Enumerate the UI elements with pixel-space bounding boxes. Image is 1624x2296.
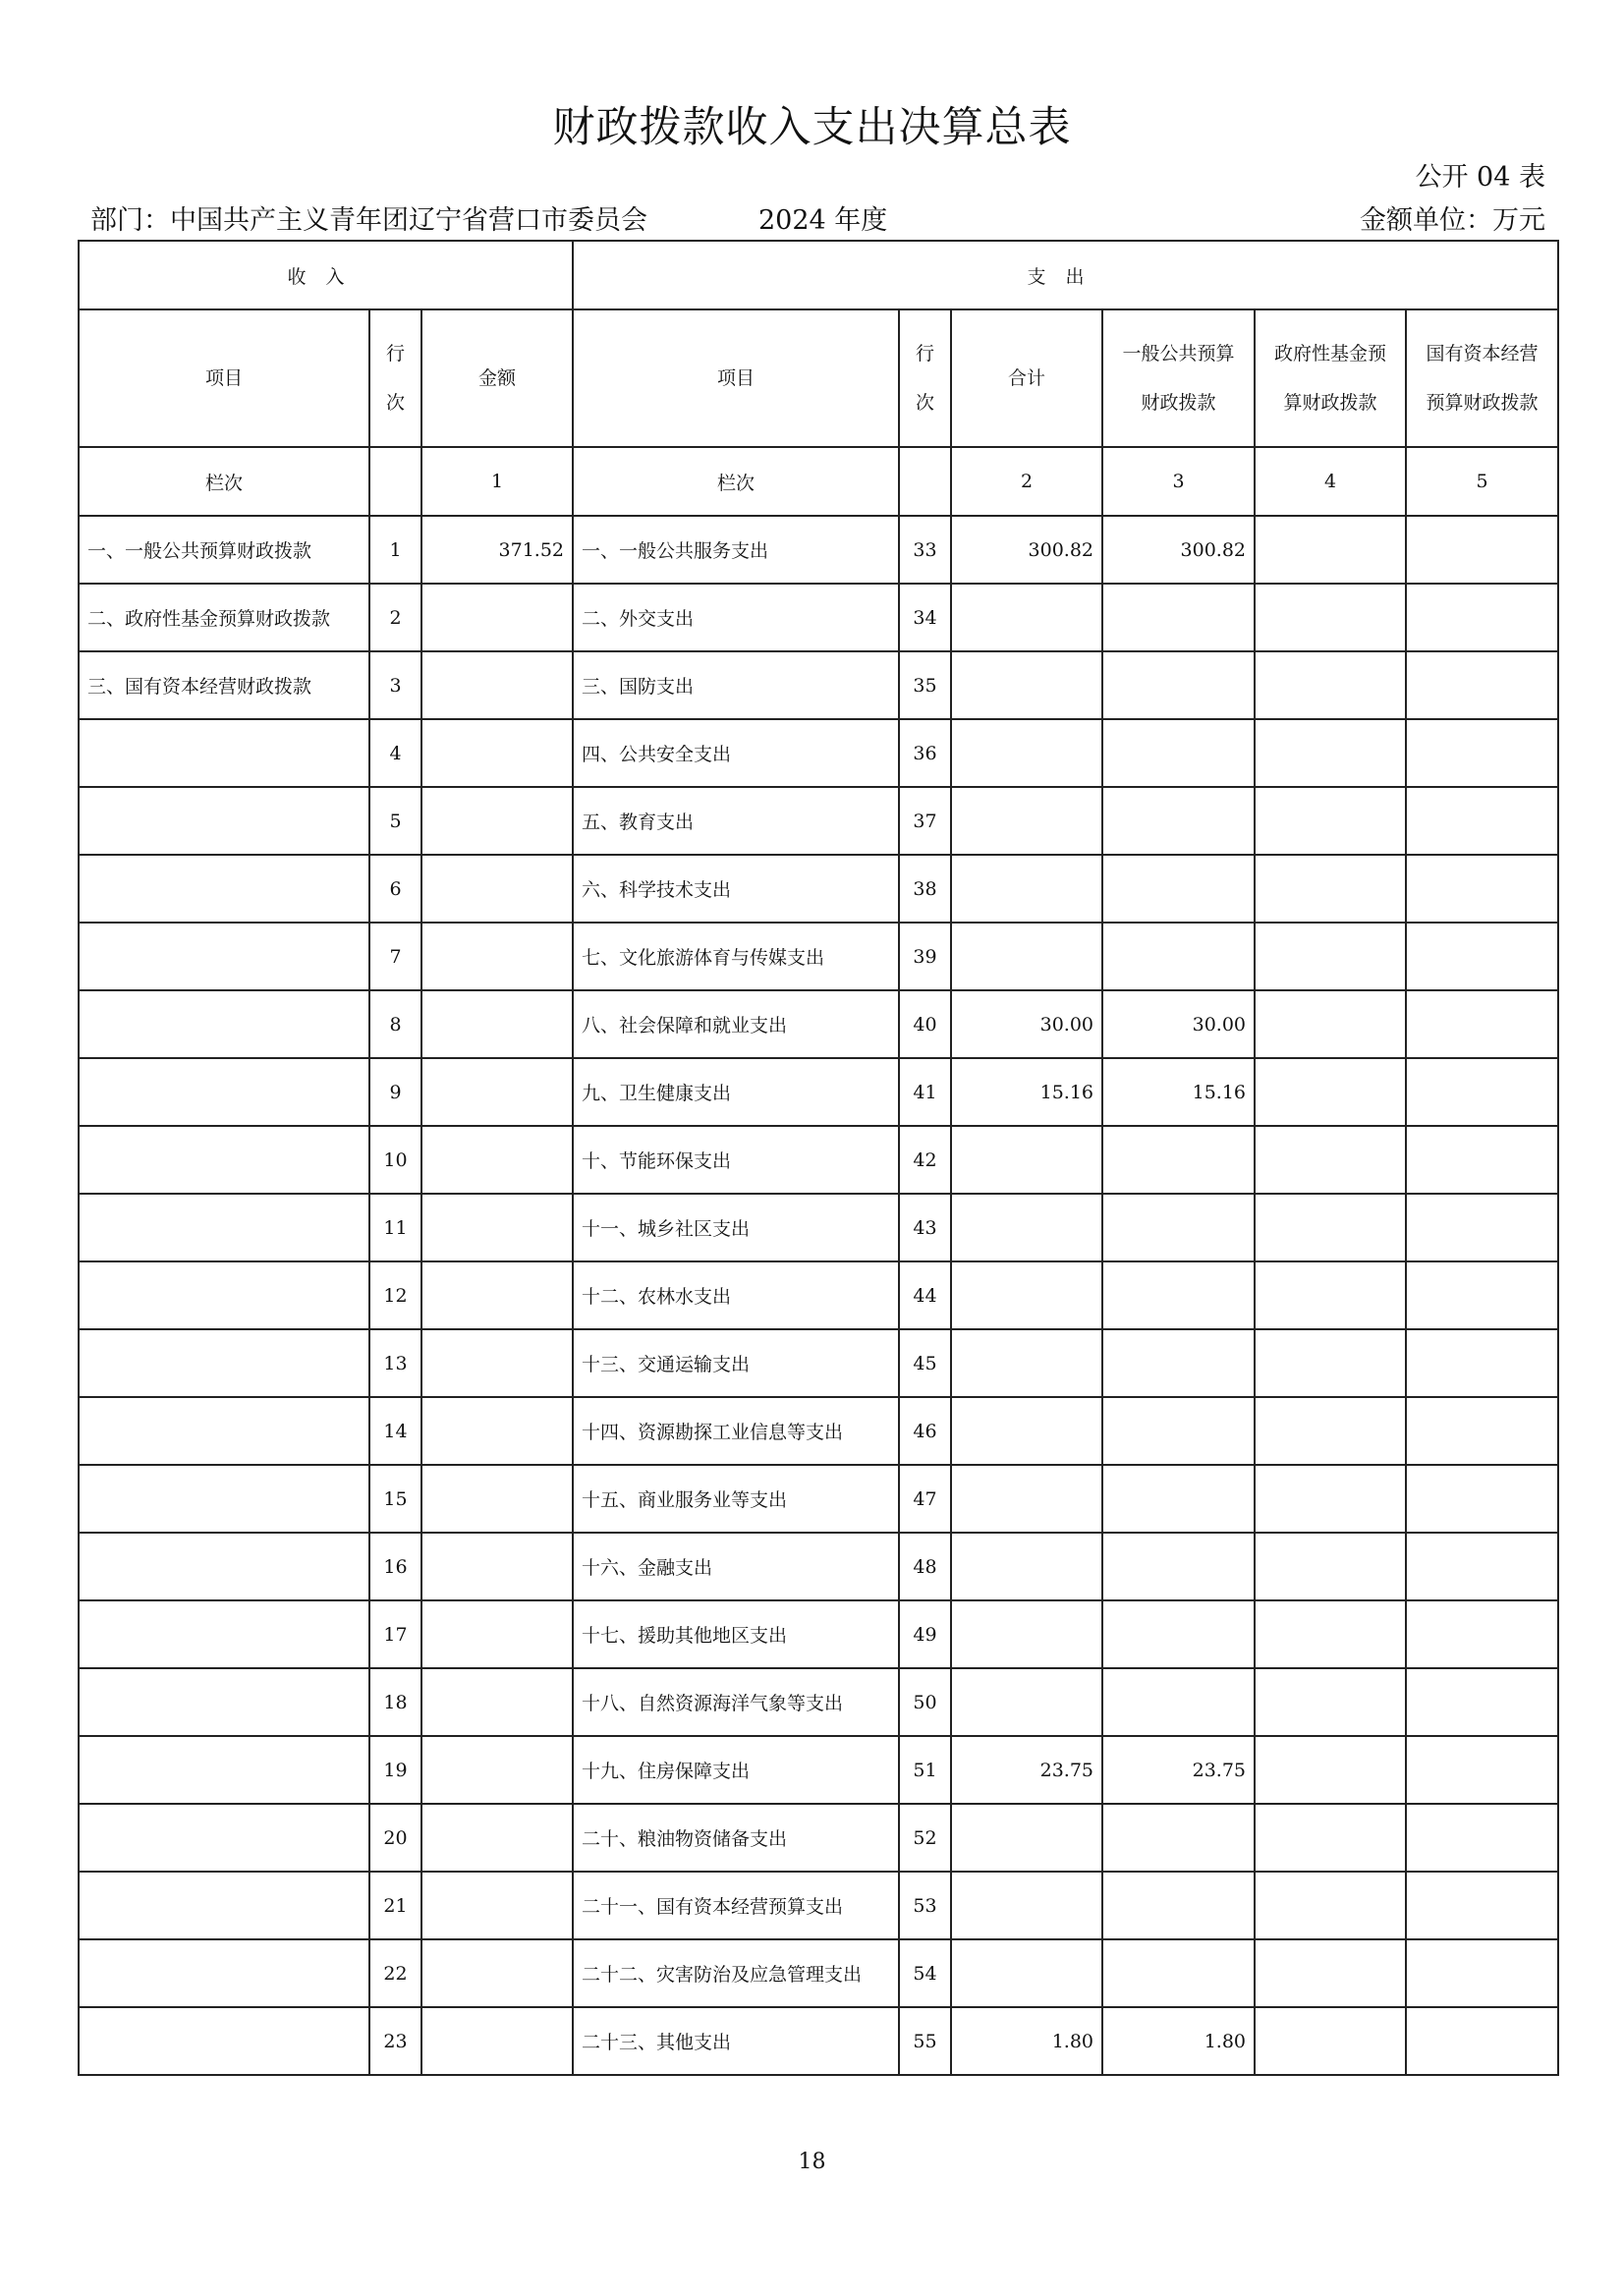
expense-row-no-cell: 36 — [899, 719, 951, 787]
row-no-char-2: 次 — [916, 392, 935, 414]
income-amount-cell — [421, 1804, 573, 1872]
expense-row-no-cell: 43 — [899, 1194, 951, 1261]
state-capital-header — [1406, 309, 1558, 447]
income-amount-cell — [421, 990, 573, 1058]
general-budget-cell: 15.16 — [1102, 1058, 1255, 1126]
state-capital-cell — [1406, 1126, 1558, 1194]
general-budget-cell — [1102, 1600, 1255, 1668]
state-capital-cell — [1406, 1194, 1558, 1261]
row-no-char-2: 次 — [385, 392, 405, 414]
total-cell — [951, 1397, 1102, 1465]
total-cell — [951, 1533, 1102, 1600]
gov-fund-cell — [1255, 1465, 1406, 1533]
income-row-no-cell: 9 — [369, 1058, 421, 1126]
expense-row-no-cell: 51 — [899, 1736, 951, 1804]
expense-item-cell: 十三、交通运输支出 — [573, 1329, 899, 1397]
gov-fund-cell — [1255, 719, 1406, 787]
income-row-no-header — [369, 309, 421, 447]
gov-fund-cell — [1255, 1804, 1406, 1872]
total-cell: 15.16 — [951, 1058, 1102, 1126]
total-cell — [951, 923, 1102, 990]
total-cell — [951, 719, 1102, 787]
expense-row-no-cell: 49 — [899, 1600, 951, 1668]
income-item-cell: 一、一般公共预算财政拨款 — [79, 516, 369, 584]
income-amount-cell — [421, 1397, 573, 1465]
income-amount-cell — [421, 1600, 573, 1668]
income-amount-header: 金额 — [421, 309, 573, 447]
gov-fund-cell — [1255, 1533, 1406, 1600]
expense-item-cell: 十七、援助其他地区支出 — [573, 1600, 899, 1668]
expense-row-no-cell: 45 — [899, 1329, 951, 1397]
state-capital-cell — [1406, 1058, 1558, 1126]
income-row-no-cell: 4 — [369, 719, 421, 787]
income-item-cell — [79, 1465, 369, 1533]
table-number: 公开 04 表 — [1415, 162, 1545, 193]
expense-row-no-cell: 33 — [899, 516, 951, 584]
general-budget-cell: 1.80 — [1102, 2007, 1255, 2075]
col-index-4: 4 — [1255, 447, 1406, 516]
income-amount-cell — [421, 2007, 573, 2075]
row-no-char-1: 行 — [916, 343, 935, 364]
general-budget-cell: 23.75 — [1102, 1736, 1255, 1804]
expense-row-no-cell: 42 — [899, 1126, 951, 1194]
expense-row-no-cell: 47 — [899, 1465, 951, 1533]
income-amount-cell — [421, 584, 573, 651]
income-amount-cell — [421, 1872, 573, 1939]
income-row-no-cell: 16 — [369, 1533, 421, 1600]
general-budget-header — [1102, 309, 1255, 447]
expense-item-cell: 一、一般公共服务支出 — [573, 516, 899, 584]
state-capital-cell — [1406, 990, 1558, 1058]
expense-item-cell: 十一、城乡社区支出 — [573, 1194, 899, 1261]
total-cell — [951, 651, 1102, 719]
expense-item-cell: 五、教育支出 — [573, 787, 899, 855]
general-budget-cell — [1102, 1261, 1255, 1329]
income-amount-cell — [421, 1465, 573, 1533]
general-budget-cell — [1102, 1939, 1255, 2007]
income-amount-cell — [421, 1261, 573, 1329]
budget-table — [78, 240, 1559, 2076]
expense-item-cell: 二十、粮油物资储备支出 — [573, 1804, 899, 1872]
income-col-empty — [369, 447, 421, 516]
state-capital-cell — [1406, 1465, 1558, 1533]
expense-row-no-cell: 53 — [899, 1872, 951, 1939]
gov-fund-cell — [1255, 1058, 1406, 1126]
expense-item-cell: 十八、自然资源海洋气象等支出 — [573, 1668, 899, 1736]
gov-fund-line-1: 政府性基金预 — [1274, 343, 1387, 364]
state-capital-cell — [1406, 1600, 1558, 1668]
table-row — [79, 1058, 1558, 1126]
income-item-cell — [79, 1533, 369, 1600]
income-row-no-cell: 19 — [369, 1736, 421, 1804]
expense-row-no-cell: 48 — [899, 1533, 951, 1600]
general-budget-cell — [1102, 1397, 1255, 1465]
table-row — [79, 1261, 1558, 1329]
expense-item-cell: 二、外交支出 — [573, 584, 899, 651]
table-row — [79, 1194, 1558, 1261]
state-capital-cell — [1406, 719, 1558, 787]
total-cell: 300.82 — [951, 516, 1102, 584]
total-cell — [951, 584, 1102, 651]
general-budget-cell — [1102, 1329, 1255, 1397]
general-budget-line-1: 一般公共预算 — [1122, 343, 1235, 364]
gov-fund-line-2: 算财政拨款 — [1283, 392, 1377, 414]
income-amount-cell — [421, 1194, 573, 1261]
total-cell — [951, 787, 1102, 855]
general-budget-cell — [1102, 584, 1255, 651]
income-item-cell — [79, 1668, 369, 1736]
gov-fund-cell — [1255, 516, 1406, 584]
total-cell — [951, 1804, 1102, 1872]
page-title: 财政拨款收入支出决算总表 — [552, 103, 1072, 152]
total-cell — [951, 1194, 1102, 1261]
expense-row-no-header — [899, 309, 951, 447]
income-item-cell — [79, 1126, 369, 1194]
state-capital-cell — [1406, 1533, 1558, 1600]
general-budget-cell: 300.82 — [1102, 516, 1255, 584]
gov-fund-cell — [1255, 787, 1406, 855]
income-item-cell — [79, 1058, 369, 1126]
table-row — [79, 1465, 1558, 1533]
general-budget-cell — [1102, 1126, 1255, 1194]
expense-item-cell: 六、科学技术支出 — [573, 855, 899, 923]
income-row-no-cell: 7 — [369, 923, 421, 990]
total-header: 合计 — [951, 309, 1102, 447]
income-section-header: 收入 — [79, 241, 573, 309]
state-capital-cell — [1406, 787, 1558, 855]
total-cell — [951, 1126, 1102, 1194]
column-index-row — [79, 447, 1558, 516]
income-row-no-cell: 15 — [369, 1465, 421, 1533]
general-budget-cell — [1102, 1533, 1255, 1600]
total-cell — [951, 1668, 1102, 1736]
income-item-cell — [79, 2007, 369, 2075]
general-budget-cell — [1102, 1668, 1255, 1736]
gov-fund-cell — [1255, 1261, 1406, 1329]
gov-fund-cell — [1255, 1126, 1406, 1194]
expense-item-cell: 四、公共安全支出 — [573, 719, 899, 787]
col-index-1: 1 — [421, 447, 573, 516]
income-amount-cell — [421, 1736, 573, 1804]
expense-item-header: 项目 — [573, 309, 899, 447]
table-row — [79, 1329, 1558, 1397]
state-capital-cell — [1406, 1804, 1558, 1872]
income-row-no-cell: 20 — [369, 1804, 421, 1872]
state-capital-cell — [1406, 584, 1558, 651]
state-capital-cell — [1406, 1329, 1558, 1397]
state-capital-cell — [1406, 1261, 1558, 1329]
gov-fund-cell — [1255, 1668, 1406, 1736]
income-row-no-cell: 2 — [369, 584, 421, 651]
income-amount-cell — [421, 719, 573, 787]
expense-section-header: 支出 — [573, 241, 1558, 309]
total-cell — [951, 1329, 1102, 1397]
state-capital-cell — [1406, 516, 1558, 584]
income-item-cell — [79, 1736, 369, 1804]
expense-item-cell: 十六、金融支出 — [573, 1533, 899, 1600]
gov-fund-cell — [1255, 1736, 1406, 1804]
expense-row-no-cell: 50 — [899, 1668, 951, 1736]
general-budget-cell — [1102, 1465, 1255, 1533]
total-cell — [951, 855, 1102, 923]
income-row-no-cell: 6 — [369, 855, 421, 923]
table-row — [79, 651, 1558, 719]
general-budget-cell — [1102, 855, 1255, 923]
general-budget-cell — [1102, 787, 1255, 855]
expense-item-cell: 十二、农林水支出 — [573, 1261, 899, 1329]
header-row-section — [79, 241, 1558, 309]
expense-row-no-cell: 44 — [899, 1261, 951, 1329]
gov-fund-cell — [1255, 1194, 1406, 1261]
table-row — [79, 1126, 1558, 1194]
state-capital-cell — [1406, 1668, 1558, 1736]
state-capital-cell — [1406, 923, 1558, 990]
income-amount-cell — [421, 651, 573, 719]
state-capital-cell — [1406, 855, 1558, 923]
state-capital-cell — [1406, 651, 1558, 719]
table-row — [79, 719, 1558, 787]
table-body — [79, 516, 1558, 2075]
expense-item-cell: 九、卫生健康支出 — [573, 1058, 899, 1126]
gov-fund-cell — [1255, 584, 1406, 651]
general-budget-cell: 30.00 — [1102, 990, 1255, 1058]
income-row-no-cell: 5 — [369, 787, 421, 855]
expense-item-cell: 三、国防支出 — [573, 651, 899, 719]
col-index-5: 5 — [1406, 447, 1558, 516]
income-row-no-cell: 23 — [369, 2007, 421, 2075]
gov-fund-cell — [1255, 1397, 1406, 1465]
income-row-no-cell: 17 — [369, 1600, 421, 1668]
table-row — [79, 516, 1558, 584]
total-cell: 30.00 — [951, 990, 1102, 1058]
expense-row-no-cell: 34 — [899, 584, 951, 651]
page-number: 18 — [798, 2150, 826, 2174]
col-index-2: 2 — [951, 447, 1102, 516]
income-amount-cell — [421, 1329, 573, 1397]
income-item-cell — [79, 1329, 369, 1397]
expense-row-no-cell: 55 — [899, 2007, 951, 2075]
income-amount-cell — [421, 1668, 573, 1736]
state-capital-cell — [1406, 1736, 1558, 1804]
income-row-no-cell: 22 — [369, 1939, 421, 2007]
gov-fund-cell — [1255, 1600, 1406, 1668]
gov-fund-cell — [1255, 990, 1406, 1058]
gov-fund-cell — [1255, 1872, 1406, 1939]
total-cell — [951, 1872, 1102, 1939]
table-row — [79, 584, 1558, 651]
table-row — [79, 1668, 1558, 1736]
income-item-cell — [79, 787, 369, 855]
expense-col-label: 栏次 — [573, 447, 899, 516]
general-budget-cell — [1102, 1804, 1255, 1872]
income-amount-cell — [421, 1058, 573, 1126]
expense-row-no-cell: 39 — [899, 923, 951, 990]
table-row — [79, 1600, 1558, 1668]
expense-item-cell: 八、社会保障和就业支出 — [573, 990, 899, 1058]
table-row — [79, 1872, 1558, 1939]
income-item-cell — [79, 1872, 369, 1939]
gov-fund-cell — [1255, 923, 1406, 990]
income-row-no-cell: 21 — [369, 1872, 421, 1939]
expense-item-cell: 二十三、其他支出 — [573, 2007, 899, 2075]
table-row — [79, 1397, 1558, 1465]
income-item-cell — [79, 1397, 369, 1465]
state-capital-cell — [1406, 1939, 1558, 2007]
income-item-cell: 三、国有资本经营财政拨款 — [79, 651, 369, 719]
general-budget-cell — [1102, 923, 1255, 990]
expense-item-cell: 七、文化旅游体育与传媒支出 — [573, 923, 899, 990]
table-row — [79, 1736, 1558, 1804]
table-row — [79, 787, 1558, 855]
state-capital-line-2: 预算财政拨款 — [1426, 392, 1539, 414]
expense-col-empty — [899, 447, 951, 516]
income-amount-cell — [421, 1126, 573, 1194]
state-capital-cell — [1406, 2007, 1558, 2075]
income-amount-cell — [421, 1533, 573, 1600]
income-amount-cell — [421, 855, 573, 923]
expense-item-cell: 二十一、国有资本经营预算支出 — [573, 1872, 899, 1939]
total-cell — [951, 1600, 1102, 1668]
income-amount-cell — [421, 1939, 573, 2007]
expense-row-no-cell: 35 — [899, 651, 951, 719]
expense-item-cell: 十、节能环保支出 — [573, 1126, 899, 1194]
income-row-no-cell: 1 — [369, 516, 421, 584]
income-row-no-cell: 14 — [369, 1397, 421, 1465]
income-item-cell — [79, 1939, 369, 2007]
state-capital-cell — [1406, 1872, 1558, 1939]
expense-row-no-cell: 37 — [899, 787, 951, 855]
total-cell — [951, 1939, 1102, 2007]
income-row-no-cell: 13 — [369, 1329, 421, 1397]
income-row-no-cell: 11 — [369, 1194, 421, 1261]
gov-fund-cell — [1255, 1939, 1406, 2007]
income-item-header: 项目 — [79, 309, 369, 447]
department-label: 部门：中国共产主义青年团辽宁省营口市委员会 — [90, 205, 647, 236]
income-row-no-cell: 12 — [369, 1261, 421, 1329]
general-budget-line-2: 财政拨款 — [1141, 392, 1216, 414]
income-row-no-cell: 3 — [369, 651, 421, 719]
expense-row-no-cell: 54 — [899, 1939, 951, 2007]
total-cell — [951, 1261, 1102, 1329]
total-cell: 1.80 — [951, 2007, 1102, 2075]
income-row-no-cell: 18 — [369, 1668, 421, 1736]
income-amount-cell — [421, 787, 573, 855]
expense-row-no-cell: 41 — [899, 1058, 951, 1126]
table-row — [79, 1533, 1558, 1600]
general-budget-cell — [1102, 719, 1255, 787]
expense-item-cell: 十九、住房保障支出 — [573, 1736, 899, 1804]
expense-row-no-cell: 46 — [899, 1397, 951, 1465]
state-capital-cell — [1406, 1397, 1558, 1465]
gov-fund-cell — [1255, 2007, 1406, 2075]
income-item-cell — [79, 1600, 369, 1668]
income-item-cell — [79, 1194, 369, 1261]
col-index-3: 3 — [1102, 447, 1255, 516]
income-item-cell — [79, 1261, 369, 1329]
expense-row-no-cell: 40 — [899, 990, 951, 1058]
income-amount-cell: 371.52 — [421, 516, 573, 584]
expense-item-cell: 十五、商业服务业等支出 — [573, 1465, 899, 1533]
table-row — [79, 1804, 1558, 1872]
income-row-no-cell: 10 — [369, 1126, 421, 1194]
table-row — [79, 1939, 1558, 2007]
general-budget-cell — [1102, 651, 1255, 719]
income-item-cell — [79, 990, 369, 1058]
header-row-columns — [79, 309, 1558, 447]
table-row — [79, 2007, 1558, 2075]
table-row — [79, 990, 1558, 1058]
unit-label: 金额单位：万元 — [1360, 205, 1545, 236]
gov-fund-cell — [1255, 855, 1406, 923]
total-cell: 23.75 — [951, 1736, 1102, 1804]
general-budget-cell — [1102, 1872, 1255, 1939]
expense-row-no-cell: 52 — [899, 1804, 951, 1872]
expense-item-cell: 二十二、灾害防治及应急管理支出 — [573, 1939, 899, 2007]
total-cell — [951, 1465, 1102, 1533]
income-item-cell: 二、政府性基金预算财政拨款 — [79, 584, 369, 651]
expense-item-cell: 十四、资源勘探工业信息等支出 — [573, 1397, 899, 1465]
expense-row-no-cell: 38 — [899, 855, 951, 923]
income-item-cell — [79, 855, 369, 923]
gov-fund-cell — [1255, 651, 1406, 719]
income-amount-cell — [421, 923, 573, 990]
state-capital-line-1: 国有资本经营 — [1426, 343, 1539, 364]
gov-fund-header — [1255, 309, 1406, 447]
year-label: 2024 年度 — [758, 205, 888, 236]
table-row — [79, 923, 1558, 990]
row-no-char-1: 行 — [385, 343, 405, 364]
income-item-cell — [79, 923, 369, 990]
table-row — [79, 855, 1558, 923]
income-col-label: 栏次 — [79, 447, 369, 516]
gov-fund-cell — [1255, 1329, 1406, 1397]
income-item-cell — [79, 1804, 369, 1872]
income-item-cell — [79, 719, 369, 787]
income-row-no-cell: 8 — [369, 990, 421, 1058]
general-budget-cell — [1102, 1194, 1255, 1261]
